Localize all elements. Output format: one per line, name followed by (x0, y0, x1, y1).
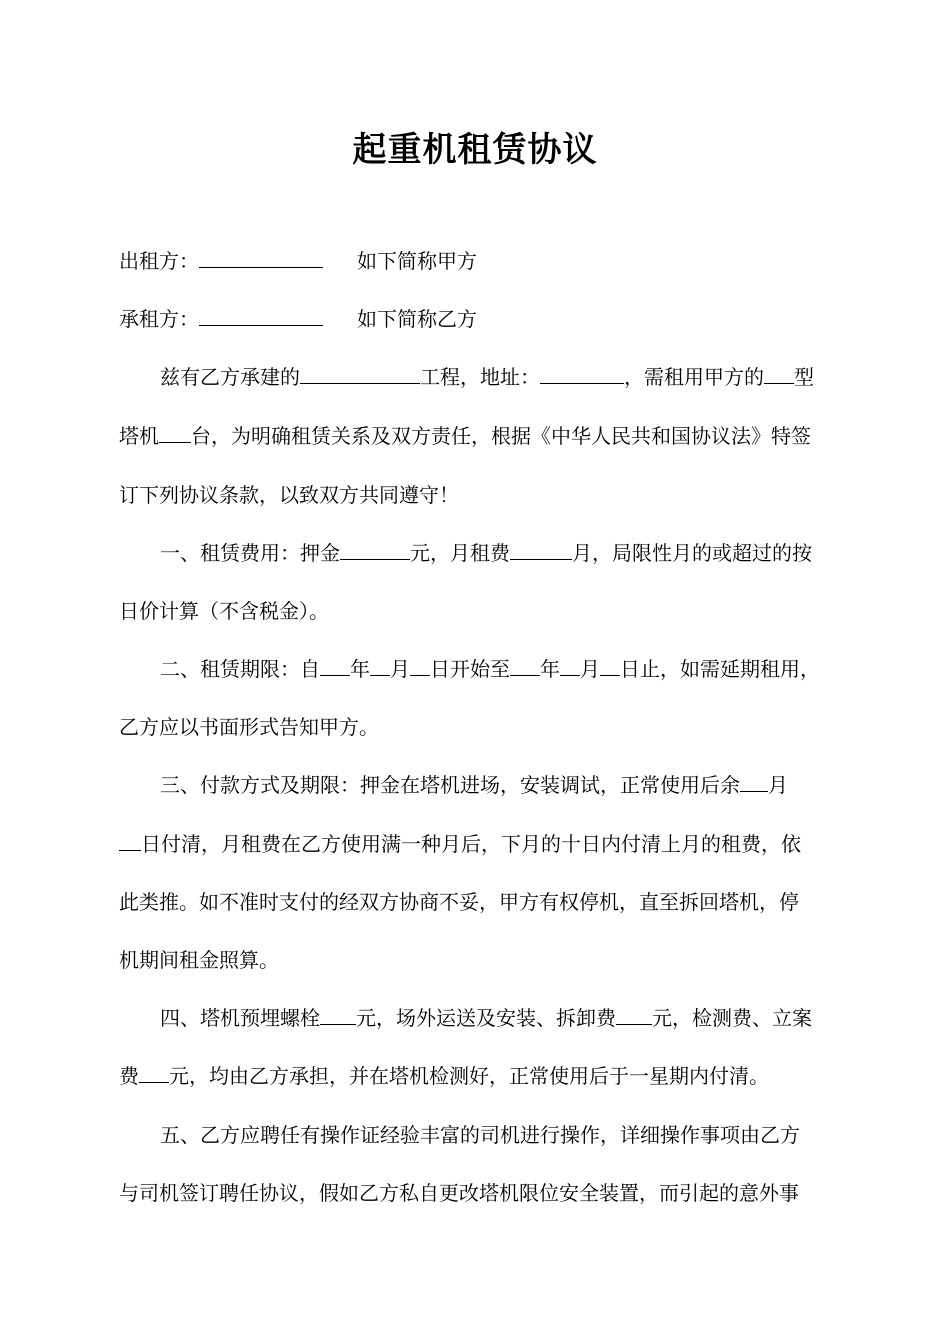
clause2-text: 二、租赁期限：自 (160, 657, 320, 681)
intro-text: 兹有乙方承建的 (160, 365, 300, 389)
intro-text: 台，为明确租赁关系及双方责任，根据《中华人民共和国协议法》特签 (191, 424, 811, 448)
install-fee-blank (616, 1004, 652, 1025)
clause3-text: 月 (768, 773, 788, 797)
clause2-text: 日止，如需延期租用， (620, 657, 820, 681)
clause1-text: 一、租赁费用：押金 (160, 541, 340, 565)
clause5-line-1 (119, 1120, 839, 1150)
clause4-text: 费 (119, 1064, 139, 1088)
clause5-text: 与司机签订聘任协议，假如乙方私自更改塔机限位安全装置，而引起的意外事 (119, 1181, 799, 1205)
monthly-rent-blank (510, 539, 572, 560)
clause1-text: 日价计算（不含税金）。 (119, 599, 329, 623)
lessee-note: 如下简称乙方 (357, 307, 477, 331)
intro-text: 型 (794, 365, 814, 389)
clause2-text: 乙方应以书面形式告知甲方。 (119, 715, 379, 739)
balance-day-blank (119, 830, 141, 851)
clause1-line-2 (119, 596, 839, 626)
clause5-line-2 (119, 1178, 839, 1208)
quantity-blank (159, 422, 191, 443)
balance-month-blank (740, 771, 768, 792)
clause1-text: 元，月租费 (410, 541, 510, 565)
intro-line-1 (119, 362, 839, 392)
clause3-line-1 (119, 770, 839, 800)
clause2-text: 日开始至 (430, 657, 510, 681)
start-year-blank (320, 655, 350, 676)
clause4-line-1 (119, 1003, 839, 1033)
start-month-blank (370, 655, 390, 676)
filing-fee-blank (139, 1062, 169, 1083)
clause3-text: 三、付款方式及期限：押金在塔机进场，安装调试，正常使用后余 (160, 773, 740, 797)
clause2-text: 月 (390, 657, 410, 681)
clause2-text: 月 (580, 657, 600, 681)
end-day-blank (600, 655, 620, 676)
clause2-line-1 (119, 654, 839, 684)
bolt-fee-blank (320, 1004, 356, 1025)
lessee-blank (199, 305, 323, 326)
clause3-text: 机期间租金照算。 (119, 948, 279, 972)
intro-line-2 (119, 421, 839, 451)
lessor-label: 出租方： (119, 249, 199, 273)
lessee-label: 承租方： (119, 307, 199, 331)
clause4-text: 元，检测费、立案 (652, 1006, 812, 1030)
clause2-text: 年 (350, 657, 370, 681)
intro-text: 工程，地址： (420, 365, 540, 389)
clause4-text: 四、塔机预埋螺栓 (160, 1006, 320, 1030)
address-blank (540, 363, 624, 384)
clause3-text: 此类推。如不准时支付的经双方协商不妥，甲方有权停机，直至拆回塔机，停 (119, 890, 799, 914)
lessor-blank (199, 247, 323, 268)
start-day-blank (410, 655, 430, 676)
lessor-note: 如下简称甲方 (357, 249, 477, 273)
intro-text: 订下列协议条款，以致双方共同遵守！ (119, 483, 459, 507)
intro-line-3 (119, 480, 839, 510)
clause4-text: 元，场外运送及安装、拆卸费 (356, 1006, 616, 1030)
clause3-line-2 (119, 829, 839, 859)
intro-text: ，需租用甲方的 (624, 365, 764, 389)
clause5-text: 五、乙方应聘任有操作证经验丰富的司机进行操作，详细操作事项由乙方 (160, 1123, 800, 1147)
clause2-line-2 (119, 712, 839, 742)
document-title: 起重机租赁协议 (352, 130, 598, 170)
clause3-line-4 (119, 945, 839, 975)
end-year-blank (510, 655, 540, 676)
lessee-line (119, 304, 839, 334)
lessor-line (119, 246, 839, 276)
clause3-text: 日付清，月租费在乙方使用满一种月后，下月的十日内付清上月的租费，依 (141, 832, 801, 856)
model-blank (764, 363, 794, 384)
clause1-line-1 (119, 538, 839, 568)
intro-text: 塔机 (119, 424, 159, 448)
clause1-text: 月，局限性月的或超过的按 (572, 541, 812, 565)
clause4-line-2 (119, 1061, 839, 1091)
project-blank (300, 363, 420, 384)
end-month-blank (560, 655, 580, 676)
deposit-blank (340, 539, 410, 560)
clause4-text: 元，均由乙方承担，并在塔机检测好，正常使用后于一星期内付清。 (169, 1064, 769, 1088)
clause3-line-3 (119, 887, 839, 917)
clause2-text: 年 (540, 657, 560, 681)
